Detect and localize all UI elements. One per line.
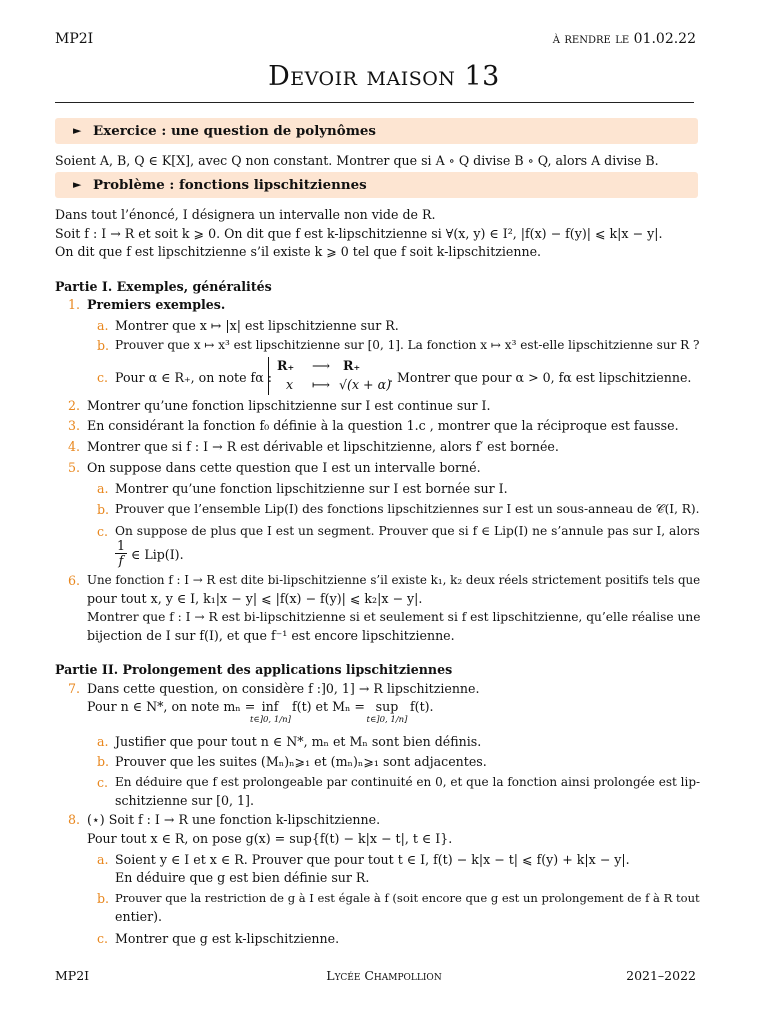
part1-title: Partie I. Exemples, généralités: [55, 279, 272, 294]
fraction-denominator: f: [118, 553, 124, 568]
q1a-letter: a.: [97, 318, 109, 333]
q1b-text: Prouver que x ↦ x³ est lipschitzienne sur [0, 1]. La fonction x ↦ x³ est-elle lipschitzienne sur R ?: [115, 338, 700, 352]
q1a-text: Montrer que x ↦ |x| est lipschitzienne sur R.: [115, 318, 399, 333]
problem-intro-2: Soit f : I → R et soit k ⩾ 0. On dit que f est k-lipschitzienne si ∀(x, y) ∈ I², |f(x) − f(y)| ⩽ k|x − y|.: [55, 226, 663, 241]
q2-number: 2.: [68, 398, 81, 413]
q1c-post: . Montrer que pour α > 0, fα est lipschitzienne.: [389, 370, 692, 385]
page-title: Devoir maison 13: [268, 61, 500, 92]
q7-number: 7.: [68, 681, 81, 696]
part2-title: Partie II. Prolongement des applications lipschitziennes: [55, 662, 453, 677]
exercise-statement: Soient A, B, Q ∈ K[X], avec Q non constant. Montrer que si A ∘ Q divise B ∘ Q, alors A divise B.: [55, 153, 659, 168]
q7-line-2a: Pour n ∈ N*, on note mₙ =: [87, 699, 256, 714]
footer-left: MP2I: [55, 968, 90, 983]
q6-line-2: pour tout x, y ∈ I, k₁|x − y| ⩽ |f(x) − f(y)| ⩽ k₂|x − y|.: [87, 591, 423, 606]
q7b-text: Prouver que les suites (Mₙ)ₙ⩾₁ et (mₙ)ₙ⩾₁ sont adjacentes.: [115, 754, 487, 769]
header-right: à rendre le 01.02.22: [552, 31, 696, 47]
q5-number: 5.: [68, 460, 81, 475]
q6-line-1: Une fonction f : I → R est dite bi-lipschitzienne s’il existe k₁, k₂ deux réels strictement positifs tels que: [87, 573, 701, 587]
problem-intro-3: On dit que f est lipschitzienne s’il existe k ⩾ 0 tel que f soit k-lipschitzienne.: [55, 244, 542, 259]
q7c-line-1: En déduire que f est prolongeable par continuité en 0, et que la fonction ainsi prolongée est lip-: [115, 775, 701, 789]
footer-center: Lycée Champollion: [326, 968, 442, 983]
q5a-letter: a.: [97, 481, 109, 496]
q1c-function-matrix: [268, 357, 392, 395]
q3-text: En considérant la fonction f₀ définie à la question 1.c , montrer que la réciproque est fausse.: [87, 418, 679, 433]
q5c-letter: c.: [97, 524, 109, 539]
problem-banner: [55, 172, 698, 198]
triangle-right-icon: ►: [73, 178, 82, 191]
q5-text: On suppose dans cette question que I est un intervalle borné.: [87, 460, 481, 475]
q1-number: 1.: [68, 297, 81, 312]
q7-sup-operator: [366, 699, 408, 725]
q5c-text-end: ∈ Lip(I).: [131, 547, 184, 562]
matrix-codomain: R₊: [343, 358, 361, 373]
q6-line-3: Montrer que f : I → R est bi-lipschitzienne si et seulement si f est lipschitzienne, qu’elle réalise une: [87, 610, 701, 624]
header-left: MP2I: [55, 31, 94, 47]
q7c-letter: c.: [97, 775, 109, 790]
q4-text: Montrer que si f : I → R est dérivable et lipschitzienne, alors f′ est bornée.: [87, 439, 559, 454]
q8-line-1: (⋆) Soit f : I → R une fonction k-lipschitzienne.: [87, 812, 381, 827]
q7a-letter: a.: [97, 734, 109, 749]
q7-line-2c: f(t).: [410, 699, 434, 714]
q5b-letter: b.: [97, 502, 110, 517]
q7-line-1: Dans cette question, on considère f :]0, 1] → R lipschitzienne.: [87, 681, 480, 696]
sup-subscript: t∈]0, 1/n]: [366, 714, 408, 725]
title-rule: [55, 102, 694, 103]
inf-label: inf: [261, 699, 279, 714]
inf-subscript: t∈]0, 1/n]: [250, 714, 291, 725]
q7-inf-operator: [250, 699, 290, 725]
q8a-letter: a.: [97, 852, 109, 867]
q7-line-2b: f(t) et Mₙ =: [292, 699, 365, 714]
problem-intro-1: Dans tout l’énoncé, I désignera un intervalle non vide de R.: [55, 207, 436, 222]
matrix-image: √(x + α): [339, 377, 392, 392]
q5b-text: Prouver que l’ensemble Lip(I) des fonctions lipschitziennes sur I est un sous-anneau de 𝒞(I, R).: [115, 502, 700, 516]
q6-number: 6.: [68, 573, 81, 588]
q7c-line-2: schitzienne sur [0, 1].: [115, 793, 254, 808]
q8b-line-2: entier).: [115, 909, 163, 924]
exercise-banner: [55, 118, 698, 144]
q7a-text: Justifier que pour tout n ∈ N*, mₙ et Mₙ sont bien définis.: [115, 734, 482, 749]
q8b-letter: b.: [97, 891, 110, 906]
q6-line-4: bijection de I sur f(I), et que f⁻¹ est encore lipschitzienne.: [87, 628, 455, 643]
sup-label: sup: [375, 699, 399, 714]
q2-text: Montrer qu’une fonction lipschitzienne sur I est continue sur I.: [87, 398, 491, 413]
q8c-letter: c.: [97, 931, 109, 946]
exercise-banner-label: Exercice : une question de polynômes: [93, 123, 376, 139]
footer-right: 2021–2022: [626, 968, 696, 983]
q5c-fraction: [115, 539, 127, 568]
q8c-text: Montrer que g est k-lipschitzienne.: [115, 931, 340, 946]
matrix-domain: R₊: [277, 358, 295, 373]
matrix-variable: x: [286, 377, 294, 392]
matrix-mapsto: ⟼: [312, 377, 331, 392]
q8b-line-1: Prouver que la restriction de g à I est égale à f (soit encore que g est un prolongement de f à R tout: [115, 891, 700, 905]
q3-number: 3.: [68, 418, 81, 433]
q8-number: 8.: [68, 812, 81, 827]
matrix-arrow: ⟶: [312, 358, 331, 373]
q5a-text: Montrer qu’une fonction lipschitzienne sur I est bornée sur I.: [115, 481, 508, 496]
triangle-right-icon: ►: [73, 124, 82, 137]
problem-banner-label: Problème : fonctions lipschitziennes: [93, 177, 367, 193]
q4-number: 4.: [68, 439, 81, 454]
q5c-text: On suppose de plus que I est un segment. Prouver que si f ∈ Lip(I) ne s’annule pas sur I, alors: [115, 524, 700, 538]
q8a-line-2: En déduire que g est bien définie sur R.: [115, 870, 370, 885]
q1-text: Premiers exemples.: [87, 297, 226, 312]
q1c-pre: Pour α ∈ R₊, on note fα :: [115, 370, 272, 385]
q8-line-2: Pour tout x ∈ R, on pose g(x) = sup{f(t) − k|x − t|, t ∈ I}.: [87, 831, 453, 846]
q7b-letter: b.: [97, 754, 110, 769]
q8a-line-1: Soient y ∈ I et x ∈ R. Prouver que pour tout t ∈ I, f(t) − k|x − t| ⩽ f(y) + k|x − y|.: [115, 852, 630, 867]
q1c-letter: c.: [97, 370, 109, 385]
fraction-numerator: 1: [116, 538, 125, 553]
q1b-letter: b.: [97, 338, 110, 353]
